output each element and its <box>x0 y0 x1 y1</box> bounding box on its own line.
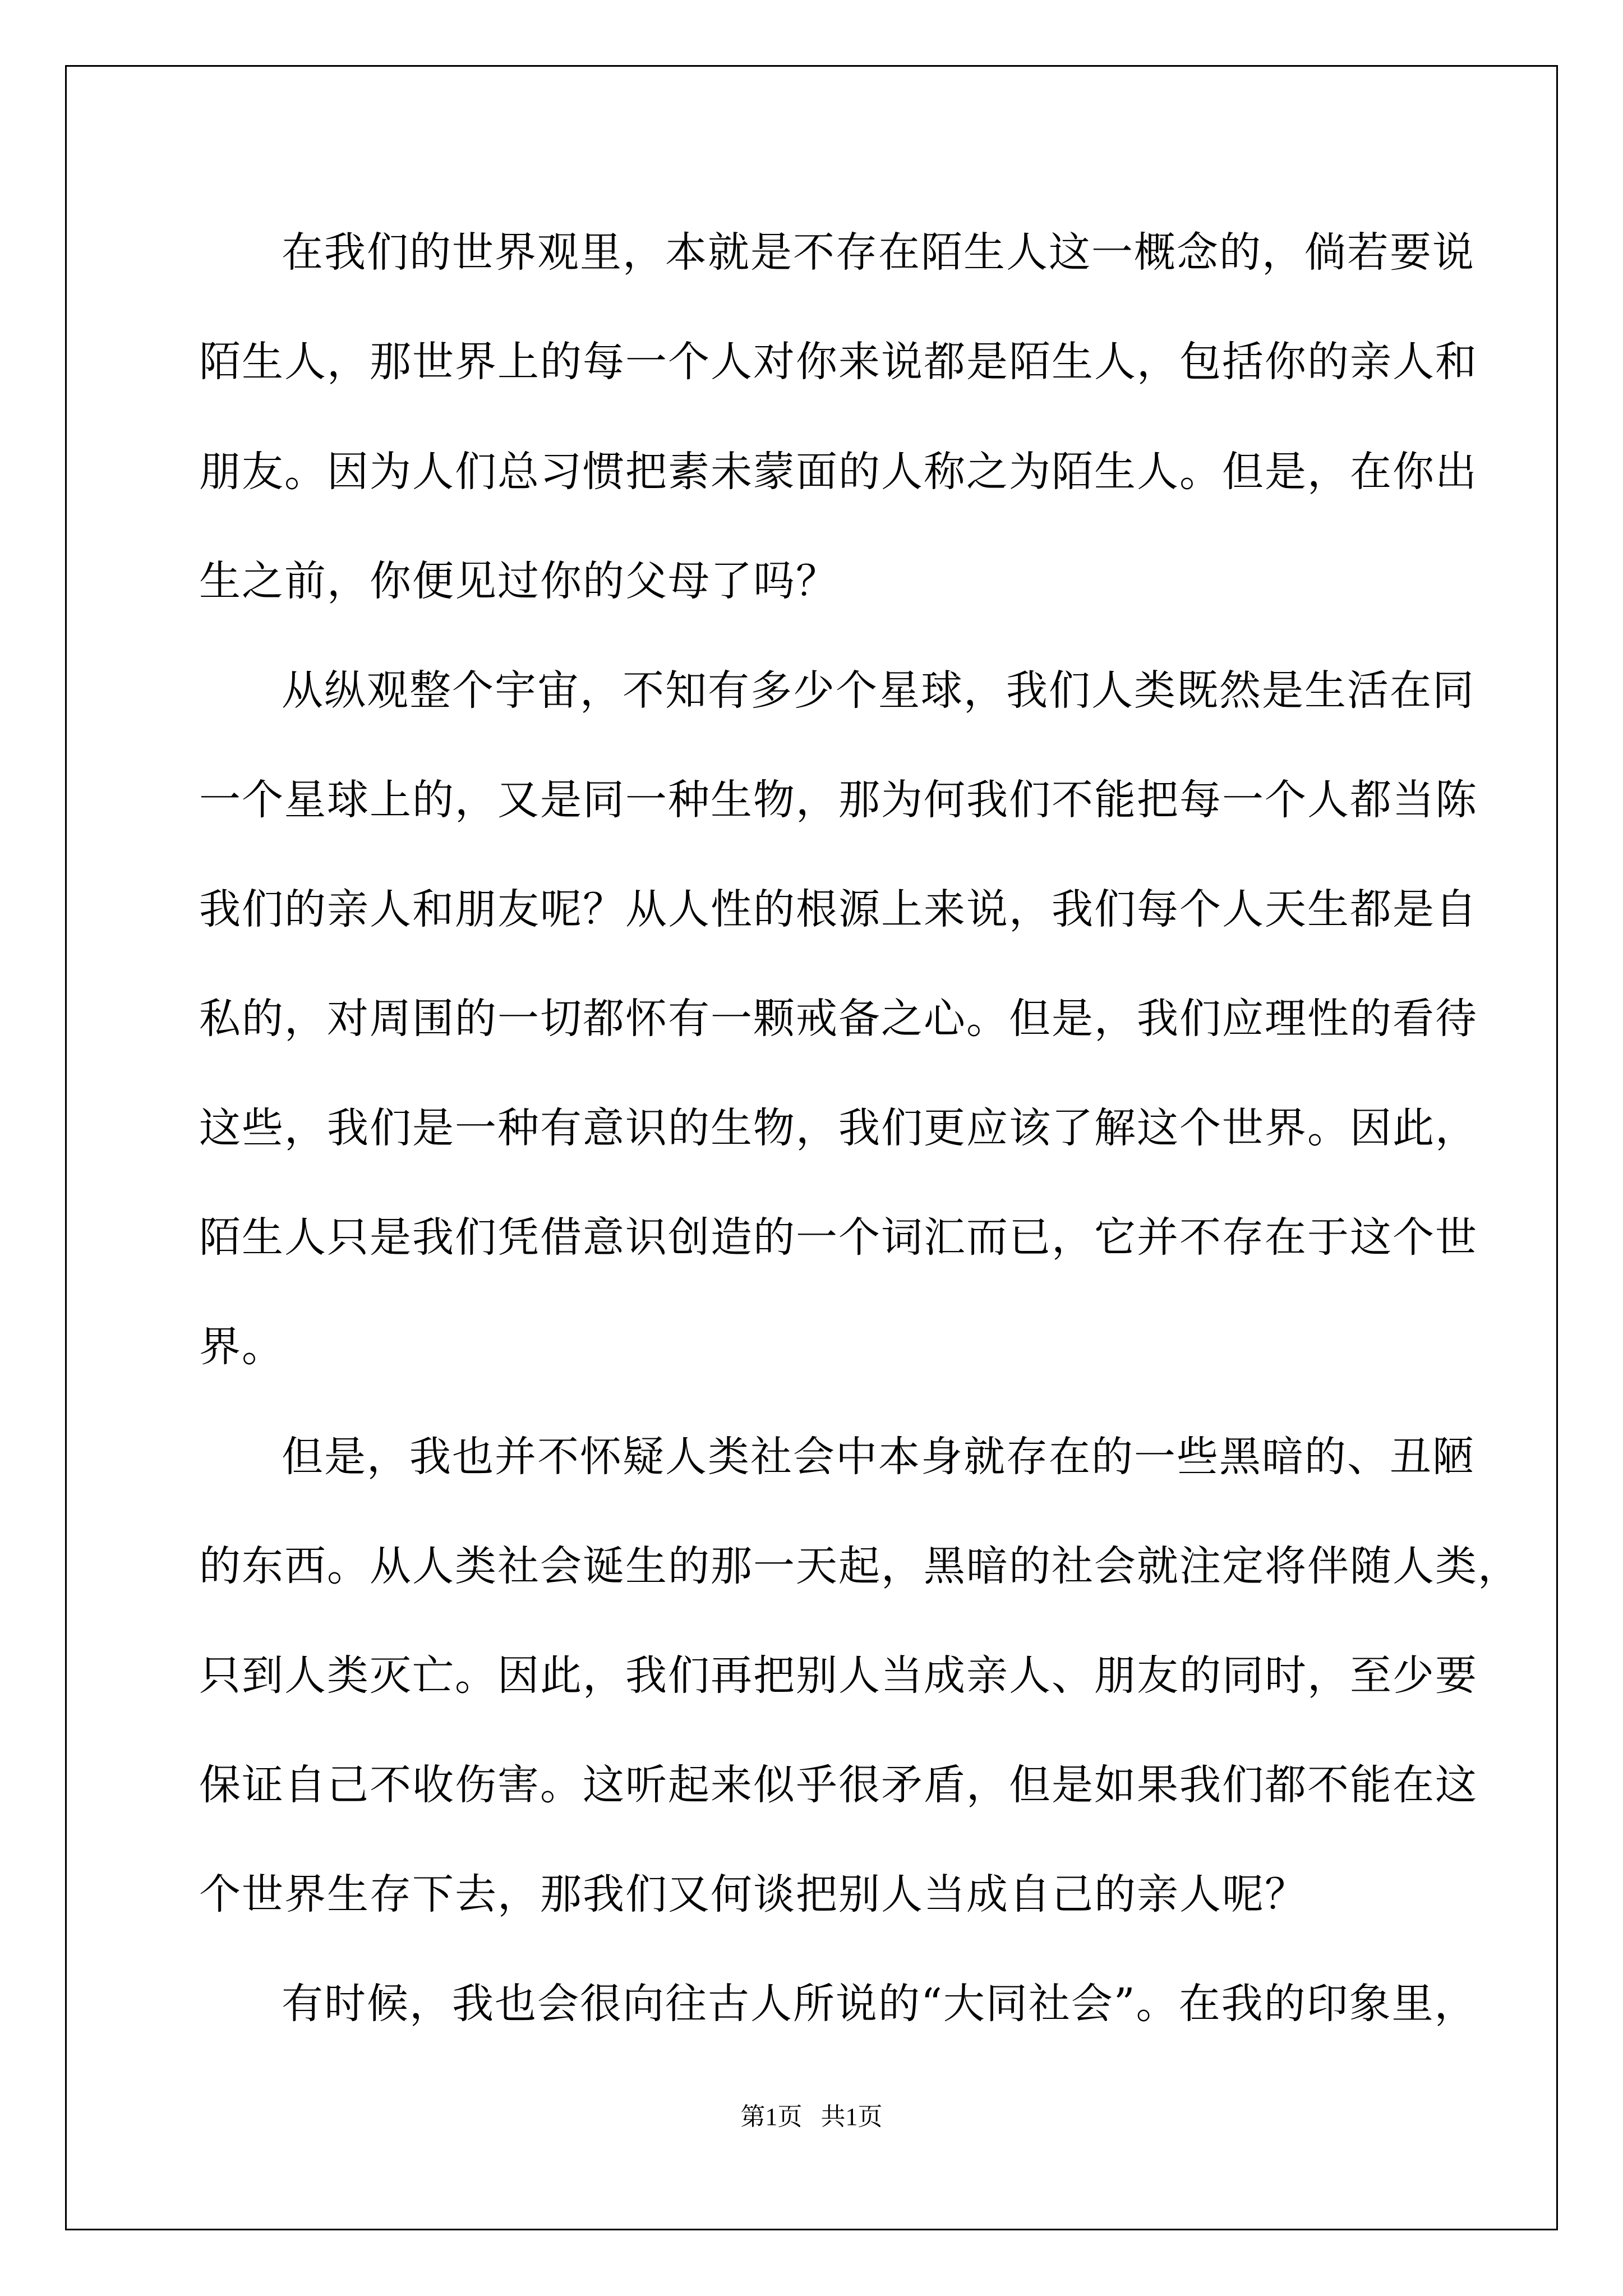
paragraph-1-line-4: 生之前，你便见过你的父母了吗？ <box>199 557 838 605</box>
paragraph-2-line-1: 从纵观整个宇宙，不知有多少个星球，我们人类既然是生活在同 <box>282 666 1475 715</box>
paragraph-2-line-3: 我们的亲人和朋友呢？从人性的根源上来说，我们每个人天生都是自 <box>199 885 1478 933</box>
paragraph-2-line-2: 一个星球上的，又是同一种生物，那为何我们不能把每一个人都当陈 <box>199 776 1478 824</box>
paragraph-3-line-4: 保证自己不收伤害。这听起来似乎很矛盾，但是如果我们都不能在这 <box>199 1761 1478 1809</box>
paragraph-2-line-7: 界。 <box>199 1323 284 1371</box>
paragraph-3-line-1: 但是，我也并不怀疑人类社会中本身就存在的一些黑暗的、丑陋 <box>282 1433 1475 1481</box>
paragraph-2-line-6: 陌生人只是我们凭借意识创造的一个词汇而已，它并不存在于这个世 <box>199 1213 1478 1262</box>
paragraph-3-line-2: 的东西。从人类社会诞生的那一天起，黑暗的社会就注定将伴随人类， <box>199 1542 1520 1590</box>
paragraph-1-line-1: 在我们的世界观里，本就是不存在陌生人这一概念的，倘若要说 <box>282 228 1475 277</box>
paragraph-4-line-1: 有时候，我也会很向往古人所说的“大同社会”。在我的印象里， <box>282 1980 1477 2028</box>
page-footer: 第1页 共1页 <box>740 2103 883 2131</box>
paragraph-1-line-2: 陌生人，那世界上的每一个人对你来说都是陌生人，包括你的亲人和 <box>199 338 1478 386</box>
paragraph-2-line-4: 私的，对周围的一切都怀有一颗戒备之心。但是，我们应理性的看待 <box>199 995 1478 1043</box>
paragraph-2-line-5: 这些，我们是一种有意识的生物，我们更应该了解这个世界。因此， <box>199 1104 1478 1152</box>
paragraph-1-line-3: 朋友。因为人们总习惯把素未蒙面的人称之为陌生人。但是，在你出 <box>199 448 1478 496</box>
paragraph-3-line-5: 个世界生存下去，那我们又何谈把别人当成自己的亲人呢？ <box>199 1870 1307 1918</box>
paragraph-3-line-3: 只到人类灭亡。因此，我们再把别人当成亲人、朋友的同时，至少要 <box>199 1651 1478 1700</box>
